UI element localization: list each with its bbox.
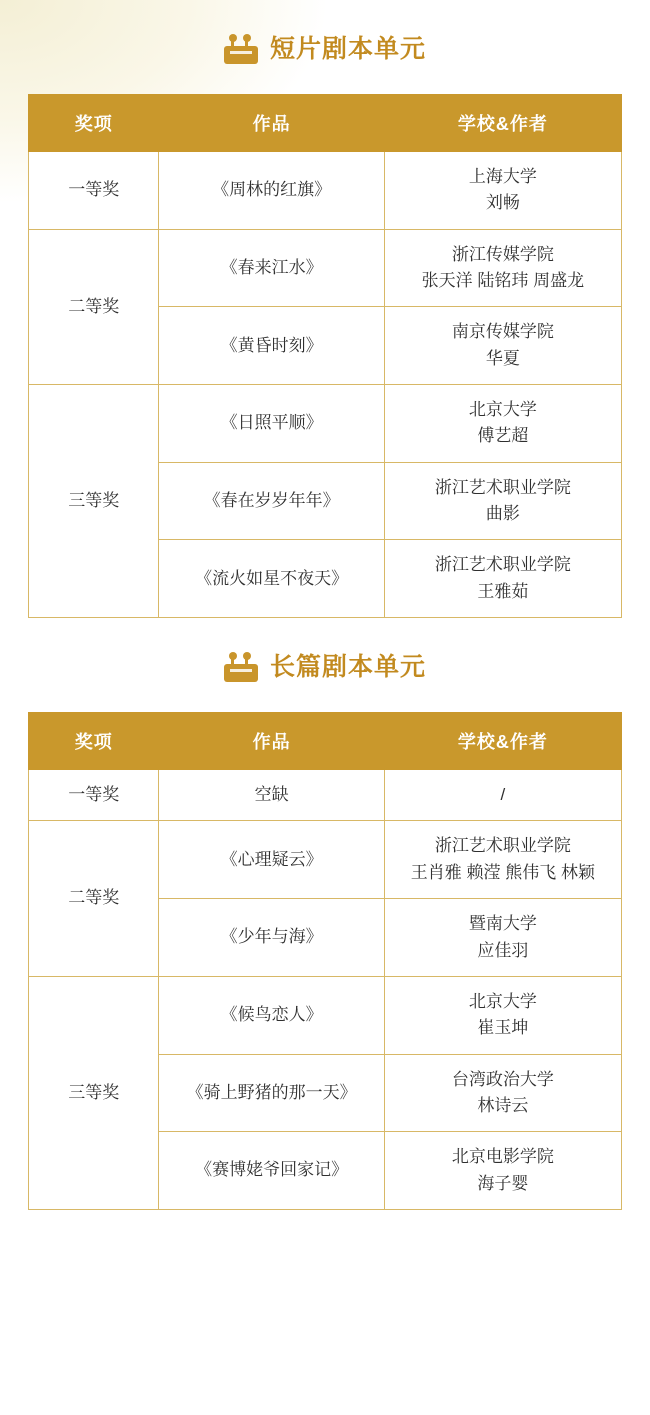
credit-line: 台湾政治大学 bbox=[451, 1069, 554, 1089]
credit-line: 浙江传媒学院 bbox=[451, 244, 554, 264]
clapperboard-icon bbox=[224, 652, 258, 682]
bottom-spacer bbox=[28, 1210, 622, 1246]
clapperboard-icon bbox=[224, 34, 258, 64]
column-header-prize: 奖项 bbox=[29, 95, 159, 152]
prize-cell: 一等奖 bbox=[29, 770, 159, 821]
credits-cell bbox=[384, 540, 621, 618]
credit-line: 王雅茹 bbox=[477, 581, 529, 601]
credits-cell bbox=[384, 821, 621, 899]
credit-line: 南京传媒学院 bbox=[451, 322, 554, 342]
prize-cell: 一等奖 bbox=[29, 152, 159, 230]
credits-cell bbox=[384, 976, 621, 1054]
section-feature-script bbox=[28, 618, 622, 1210]
work-cell: 《少年与海》 bbox=[159, 899, 384, 977]
table-header-row bbox=[29, 95, 622, 152]
work-cell: 《候鸟恋人》 bbox=[159, 976, 384, 1054]
credits-cell bbox=[384, 1132, 621, 1210]
table-row bbox=[29, 821, 622, 899]
credit-line: 林诗云 bbox=[477, 1095, 529, 1115]
credit-line: 张天洋 陆铭玮 周盛龙 bbox=[421, 271, 585, 291]
table-row bbox=[29, 385, 622, 463]
column-header-prize: 奖项 bbox=[29, 713, 159, 770]
credit-line: 浙江艺术职业学院 bbox=[434, 555, 571, 575]
prize-cell: 三等奖 bbox=[29, 385, 159, 618]
column-header-school-author: 学校&作者 bbox=[384, 713, 621, 770]
section-header bbox=[28, 636, 622, 698]
section-title: 长篇剧本单元 bbox=[269, 652, 426, 681]
credit-line: 傅艺超 bbox=[477, 426, 529, 446]
prize-cell: 二等奖 bbox=[29, 229, 159, 384]
table-row bbox=[29, 229, 622, 307]
credit-line: 暨南大学 bbox=[468, 914, 537, 934]
credit-line: 王肖雅 赖滢 熊伟飞 林颖 bbox=[410, 862, 595, 882]
work-cell: 《心理疑云》 bbox=[159, 821, 384, 899]
credits-cell bbox=[384, 307, 621, 385]
column-header-work: 作品 bbox=[159, 95, 384, 152]
credit-line: 刘畅 bbox=[485, 193, 520, 213]
section-header bbox=[28, 18, 622, 80]
credits-cell: / bbox=[384, 770, 621, 821]
credit-line: 崔玉坤 bbox=[477, 1018, 529, 1038]
credits-cell bbox=[384, 462, 621, 540]
work-cell: 《日照平顺》 bbox=[159, 385, 384, 463]
credit-line: 上海大学 bbox=[468, 167, 537, 186]
work-cell: 《周林的红旗》 bbox=[159, 152, 384, 230]
work-cell: 《春在岁岁年年》 bbox=[159, 462, 384, 540]
credits-cell bbox=[384, 229, 621, 307]
credit-line: 海子婴 bbox=[477, 1173, 529, 1193]
table-row bbox=[29, 976, 622, 1054]
work-cell: 《骑上野猪的那一天》 bbox=[159, 1054, 384, 1132]
prize-cell: 二等奖 bbox=[29, 821, 159, 976]
award-table-feature-script bbox=[28, 712, 622, 1210]
section-short-script bbox=[28, 0, 622, 618]
section-title: 短片剧本单元 bbox=[269, 34, 426, 63]
column-header-work: 作品 bbox=[159, 713, 384, 770]
credit-line: 北京大学 bbox=[468, 400, 537, 420]
table-row bbox=[29, 152, 622, 230]
credits-cell bbox=[384, 385, 621, 463]
table-header-row bbox=[29, 713, 622, 770]
credits-cell bbox=[384, 1054, 621, 1132]
credit-line: 曲影 bbox=[485, 504, 520, 524]
work-cell: 《流火如星不夜天》 bbox=[159, 540, 384, 618]
work-cell: 《黄昏时刻》 bbox=[159, 307, 384, 385]
work-cell: 《赛博姥爷回家记》 bbox=[159, 1132, 384, 1210]
credit-line: 浙江艺术职业学院 bbox=[434, 477, 571, 497]
credit-line: 北京电影学院 bbox=[451, 1147, 554, 1167]
work-cell: 空缺 bbox=[159, 770, 384, 821]
credit-line: 华夏 bbox=[485, 348, 520, 368]
credits-cell bbox=[384, 899, 621, 977]
credit-line: 应佳羽 bbox=[477, 940, 529, 960]
credit-line: 北京大学 bbox=[468, 991, 537, 1011]
work-cell: 《春来江水》 bbox=[159, 229, 384, 307]
table-row bbox=[29, 770, 622, 821]
prize-cell: 三等奖 bbox=[29, 976, 159, 1209]
credit-line: 浙江艺术职业学院 bbox=[434, 836, 571, 856]
column-header-school-author: 学校&作者 bbox=[384, 95, 621, 152]
award-table-short-script bbox=[28, 94, 622, 618]
credits-cell bbox=[384, 152, 621, 230]
